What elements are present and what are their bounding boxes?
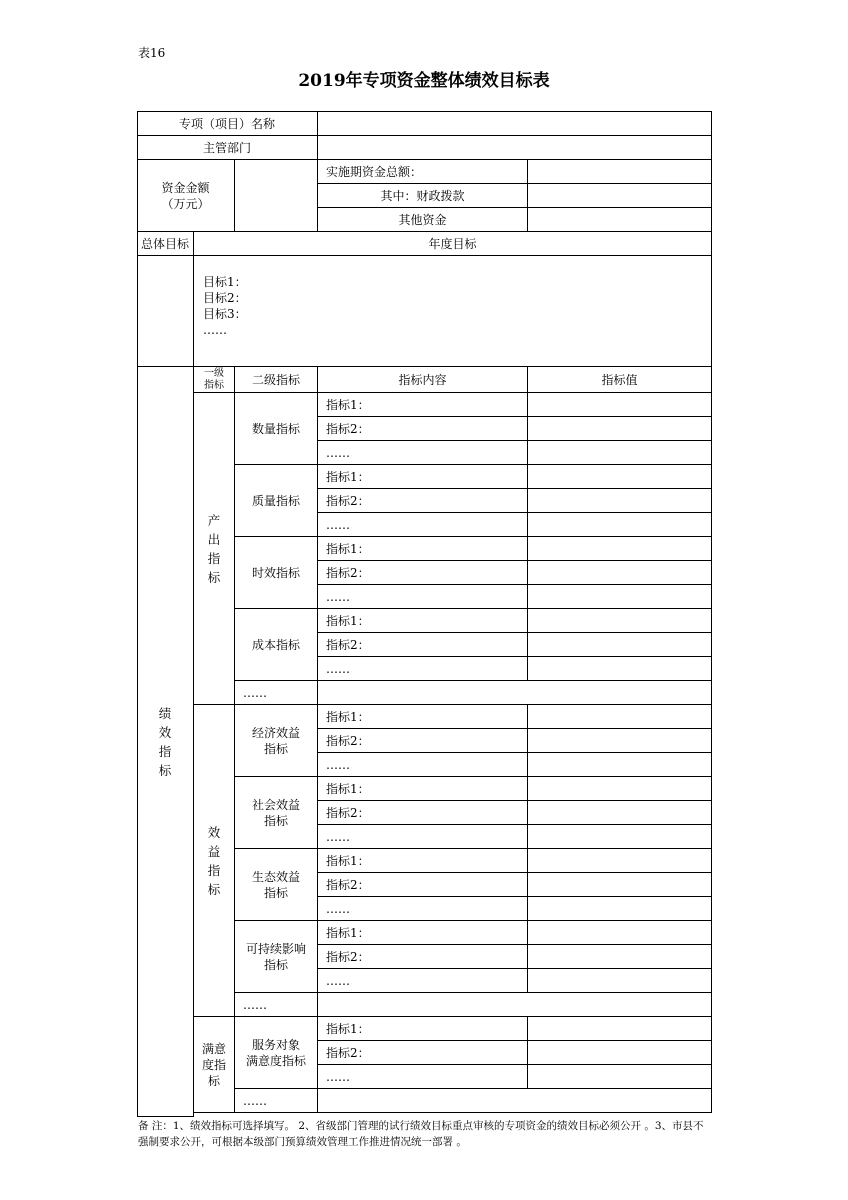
indicator-item-text: 指标1： bbox=[326, 398, 370, 412]
footnote: 备 注：1、绩效指标可选择填写。 2、省级部门管理的试行绩效目标重点审核的专项资金的绩效目标必须公开 。3、市县不强制要求公开，可根据本级部门预算绩效管理工作推进情况统一部署 。 bbox=[138, 1120, 704, 1148]
overall-goal-text: 总体目标 bbox=[140, 237, 189, 251]
overall-goal-label bbox=[137, 232, 194, 256]
indicator-item-text: 指标2： bbox=[326, 422, 370, 436]
indicator-item-text: 指标2： bbox=[326, 566, 370, 580]
indicator-value-cell[interactable] bbox=[528, 921, 712, 945]
fiscal-funds-text: 其中：财政拨款 bbox=[380, 189, 465, 203]
project-name-text: 专项（项目）名称 bbox=[178, 117, 275, 131]
benefit-subindicator-line2: 指标 bbox=[263, 741, 288, 756]
indicator-value-cell[interactable] bbox=[528, 705, 712, 729]
indicator-item-text: 指标1： bbox=[326, 710, 370, 724]
output-subindicator-text: 质量指标 bbox=[251, 494, 300, 508]
indicator-item-text: 指标1： bbox=[326, 926, 370, 940]
benefit-subindicator-text bbox=[252, 725, 300, 757]
indicator-value-cell[interactable] bbox=[528, 657, 712, 681]
indicator-value-cell[interactable] bbox=[528, 1041, 712, 1065]
indicator-content-cell bbox=[318, 609, 528, 633]
output-subindicator-label bbox=[235, 537, 318, 609]
indicator-content-cell bbox=[318, 585, 528, 609]
goal-item: 目标2： bbox=[203, 291, 247, 305]
indicator-value-cell[interactable] bbox=[528, 465, 712, 489]
overall-goal-value[interactable] bbox=[137, 256, 194, 367]
benefit-indicator-label bbox=[194, 705, 235, 1017]
indicator-content-cell bbox=[318, 1017, 528, 1041]
indicator-value-cell[interactable] bbox=[528, 561, 712, 585]
indicator-item-text: 指标1： bbox=[326, 854, 370, 868]
indicator-value-cell[interactable] bbox=[528, 489, 712, 513]
benefit-subindicator-line1: 社会效益 bbox=[251, 797, 300, 812]
indicator-item-text: …… bbox=[326, 829, 350, 844]
indicator-content-cell bbox=[318, 561, 528, 585]
benefit-indicator-text bbox=[208, 823, 221, 899]
indicator-content-cell bbox=[318, 705, 528, 729]
more-subindicator-cell bbox=[235, 681, 318, 705]
indicator-item-text: …… bbox=[326, 517, 350, 532]
goal-item: …… bbox=[203, 323, 227, 337]
satisfaction-subindicator-line2: 满意度指标 bbox=[245, 1053, 306, 1068]
indicator-item-text: 指标2： bbox=[326, 950, 370, 964]
indicator-item-text: 指标2： bbox=[326, 878, 370, 892]
satisfaction-indicator-label bbox=[194, 1017, 235, 1113]
benefit-subindicator-label bbox=[235, 777, 318, 849]
more-subindicator-cell bbox=[235, 1089, 318, 1113]
indicator-content-cell bbox=[318, 945, 528, 969]
indicator-value-cell[interactable] bbox=[528, 513, 712, 537]
total-funds-text: 实施期资金总额： bbox=[326, 165, 423, 179]
indicator-value-cell[interactable] bbox=[528, 753, 712, 777]
indicator-item-text: …… bbox=[326, 973, 350, 988]
indicator-value-cell[interactable] bbox=[528, 777, 712, 801]
benefit-subindicator-label bbox=[235, 705, 318, 777]
indicator-content-cell bbox=[318, 777, 528, 801]
benefit-subindicator-text bbox=[252, 797, 300, 829]
output-subindicator-text: 数量指标 bbox=[251, 422, 300, 436]
indicator-item-text: 指标1： bbox=[326, 614, 370, 628]
benefit-subindicator-line2: 指标 bbox=[263, 957, 288, 972]
benefit-subindicator-label bbox=[235, 849, 318, 921]
indicator-item-text: …… bbox=[326, 589, 350, 604]
indicator-content-cell bbox=[318, 801, 528, 825]
benefit-indicator-text-char: 标 bbox=[207, 881, 221, 897]
indicator-value-cell[interactable] bbox=[528, 585, 712, 609]
col-content-header bbox=[318, 367, 528, 393]
annual-goal-label bbox=[194, 232, 712, 256]
indicator-value-cell[interactable] bbox=[528, 825, 712, 849]
benefit-subindicator-text bbox=[252, 869, 300, 901]
indicator-item-text: 指标1： bbox=[326, 782, 370, 796]
dept-label bbox=[137, 136, 318, 160]
perf-indicator-char: 绩 bbox=[158, 705, 172, 721]
output-indicator-label bbox=[194, 393, 235, 705]
output-indicator-text-char: 标 bbox=[207, 569, 221, 585]
perf-indicator-char: 标 bbox=[158, 762, 172, 778]
output-indicator-text-char: 出 bbox=[207, 531, 221, 547]
indicator-item-text: 指标2： bbox=[326, 494, 370, 508]
more-subindicator-blank[interactable] bbox=[318, 993, 712, 1017]
other-funds-text: 其他资金 bbox=[398, 213, 447, 227]
output-subindicator-label bbox=[235, 609, 318, 681]
indicator-item-text: 指标2： bbox=[326, 638, 370, 652]
benefit-subindicator-text bbox=[246, 941, 306, 973]
benefit-subindicator-line1: 可持续影响 bbox=[245, 941, 306, 956]
indicator-content-cell bbox=[318, 1065, 528, 1089]
indicator-value-cell[interactable] bbox=[528, 969, 712, 993]
indicator-item-text: 指标2： bbox=[326, 734, 370, 748]
page-title: 2019年专项资金整体绩效目标表 bbox=[298, 71, 550, 91]
indicator-content-cell bbox=[318, 849, 528, 873]
benefit-subindicator-line2: 指标 bbox=[263, 885, 288, 900]
col-level1-text: 一级指标 bbox=[204, 367, 224, 391]
satisfaction-subindicator-text bbox=[246, 1037, 306, 1069]
indicator-content-cell bbox=[318, 729, 528, 753]
indicator-value-cell[interactable] bbox=[528, 897, 712, 921]
indicator-item-text: 指标1： bbox=[326, 542, 370, 556]
sheet-label: 表16 bbox=[138, 46, 166, 60]
indicator-value-cell[interactable] bbox=[528, 801, 712, 825]
indicator-value-cell[interactable] bbox=[528, 1065, 712, 1089]
indicator-item-text: …… bbox=[326, 445, 350, 460]
indicator-content-cell bbox=[318, 633, 528, 657]
benefit-indicator-text-char: 指 bbox=[207, 862, 221, 878]
indicator-content-cell bbox=[318, 465, 528, 489]
indicator-value-cell[interactable] bbox=[528, 609, 712, 633]
goal-item: 目标1： bbox=[203, 275, 247, 289]
dept-text: 主管部门 bbox=[202, 141, 251, 155]
indicator-value-cell[interactable] bbox=[528, 1017, 712, 1041]
benefit-subindicator-label bbox=[235, 921, 318, 993]
satisfaction-subindicator-label bbox=[235, 1017, 318, 1089]
output-indicator-text-char: 产 bbox=[207, 512, 221, 528]
other-funds-label bbox=[318, 208, 528, 232]
indicator-item-text: …… bbox=[326, 1069, 350, 1084]
perf-indicator-char: 效 bbox=[158, 724, 172, 740]
perf-indicator-label bbox=[137, 367, 194, 1117]
satisfaction-subindicator-line1: 服务对象 bbox=[251, 1037, 300, 1052]
total-funds-value[interactable] bbox=[528, 160, 712, 184]
indicator-value-cell[interactable] bbox=[528, 393, 712, 417]
funds-label bbox=[137, 160, 235, 232]
indicator-value-cell[interactable] bbox=[528, 849, 712, 873]
indicator-content-cell bbox=[318, 393, 528, 417]
more-subindicator-blank[interactable] bbox=[318, 1089, 712, 1113]
perf-indicator-text bbox=[159, 704, 172, 780]
output-indicator-text bbox=[208, 511, 221, 587]
indicator-item-text: …… bbox=[326, 757, 350, 772]
indicator-item-text: 指标1： bbox=[326, 470, 370, 484]
indicator-value-cell[interactable] bbox=[528, 633, 712, 657]
benefit-subindicator-line2: 指标 bbox=[263, 813, 288, 828]
other-funds-value[interactable] bbox=[528, 208, 712, 232]
indicator-content-cell bbox=[318, 897, 528, 921]
indicator-value-cell[interactable] bbox=[528, 441, 712, 465]
indicator-content-cell bbox=[318, 489, 528, 513]
funds-label-line2: （万元） bbox=[161, 196, 210, 211]
indicator-value-cell[interactable] bbox=[528, 945, 712, 969]
benefit-indicator-text-char: 效 bbox=[207, 824, 221, 840]
ellipsis-text: …… bbox=[243, 685, 267, 700]
indicator-content-cell bbox=[318, 825, 528, 849]
indicator-item-text: 指标2： bbox=[326, 1046, 370, 1060]
funds-label-line1: 资金金额 bbox=[161, 180, 210, 195]
indicator-content-cell bbox=[318, 657, 528, 681]
col-level1-header bbox=[194, 367, 235, 393]
indicator-item-text: 指标2： bbox=[326, 806, 370, 820]
indicator-value-cell[interactable] bbox=[528, 729, 712, 753]
project-name-label bbox=[137, 112, 318, 136]
output-subindicator-label bbox=[235, 393, 318, 465]
annual-goal-list bbox=[203, 274, 247, 338]
indicator-content-cell bbox=[318, 969, 528, 993]
indicator-content-cell bbox=[318, 537, 528, 561]
col-value-text: 指标值 bbox=[601, 373, 638, 387]
ellipsis-text: …… bbox=[243, 997, 267, 1012]
indicator-item-text: …… bbox=[326, 901, 350, 916]
fiscal-funds-value[interactable] bbox=[528, 184, 712, 208]
indicator-value-cell[interactable] bbox=[528, 873, 712, 897]
indicator-content-cell bbox=[318, 753, 528, 777]
indicator-item-text: …… bbox=[326, 661, 350, 676]
indicator-value-cell[interactable] bbox=[528, 417, 712, 441]
col-value-header bbox=[528, 367, 712, 393]
indicator-item-text: 指标1： bbox=[326, 1022, 370, 1036]
indicator-value-cell[interactable] bbox=[528, 537, 712, 561]
indicator-content-cell bbox=[318, 513, 528, 537]
output-subindicator-label bbox=[235, 465, 318, 537]
satisfaction-indicator-text: 满意度指标 bbox=[201, 1041, 226, 1088]
benefit-indicator-text-char: 益 bbox=[207, 843, 221, 859]
total-funds-label bbox=[318, 160, 528, 184]
indicator-content-cell bbox=[318, 441, 528, 465]
more-subindicator-cell bbox=[235, 993, 318, 1017]
goal-item: 目标3： bbox=[203, 307, 247, 321]
output-indicator-text-char: 指 bbox=[207, 550, 221, 566]
fiscal-funds-label bbox=[318, 184, 528, 208]
indicator-content-cell bbox=[318, 1041, 528, 1065]
indicator-content-cell bbox=[318, 417, 528, 441]
indicator-content-cell bbox=[318, 873, 528, 897]
benefit-subindicator-line1: 经济效益 bbox=[251, 725, 300, 740]
dept-value[interactable] bbox=[318, 136, 712, 160]
more-subindicator-blank[interactable] bbox=[318, 681, 712, 705]
output-subindicator-text: 成本指标 bbox=[251, 638, 300, 652]
annual-goal-value[interactable] bbox=[194, 256, 712, 367]
col-level2-header bbox=[235, 367, 318, 393]
ellipsis-text: …… bbox=[243, 1093, 267, 1108]
perf-indicator-char: 指 bbox=[158, 743, 172, 759]
col-content-text: 指标内容 bbox=[398, 373, 447, 387]
col-level2-text: 二级指标 bbox=[251, 373, 300, 387]
project-name-value[interactable] bbox=[318, 112, 712, 136]
benefit-subindicator-line1: 生态效益 bbox=[251, 869, 300, 884]
indicator-content-cell bbox=[318, 921, 528, 945]
annual-goal-text: 年度目标 bbox=[428, 237, 477, 251]
funds-value[interactable] bbox=[235, 160, 318, 232]
output-subindicator-text: 时效指标 bbox=[251, 566, 300, 580]
